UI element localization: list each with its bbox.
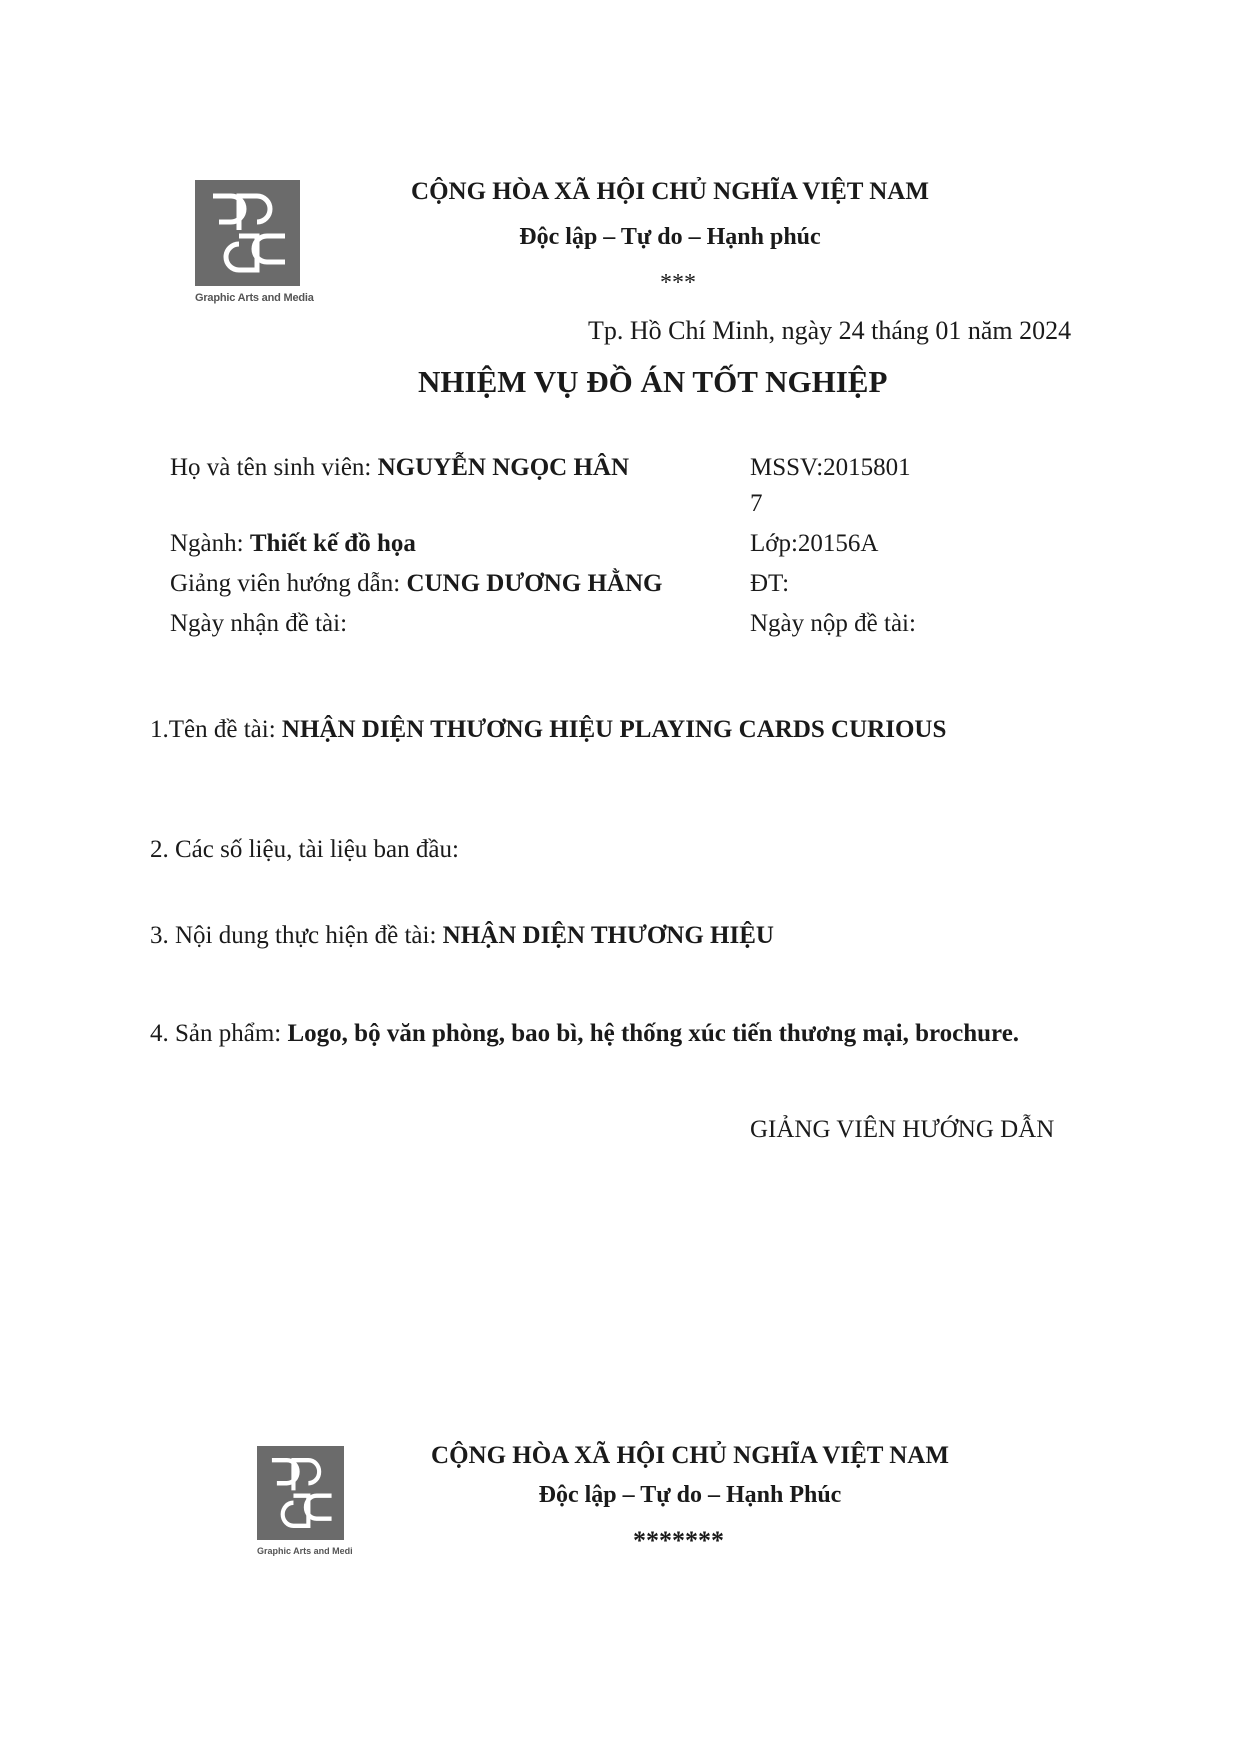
mssv-line-1: MSSV:2015801 — [750, 454, 911, 481]
student-name: NGUYỄN NGỌC HÂN — [377, 454, 630, 481]
item-4-value: Logo, bộ văn phòng, bao bì, hệ thống xúc tiến thương mại, brochure. — [287, 1020, 1020, 1047]
major-row — [170, 530, 416, 558]
item-3-label: 3. Nội dung thực hiện đề tài: — [150, 922, 443, 949]
item-1-value: NHẬN DIỆN THƯƠNG HIỆU PLAYING CARDS CURIOUS — [281, 716, 947, 743]
bottom-logo — [257, 1446, 353, 1556]
received-date-label: Ngày nhận đề tài: — [170, 610, 348, 637]
footer-country-header: CỘNG HÒA XÃ HỘI CHỦ NGHĨA VIỆT NAM — [431, 1442, 949, 1469]
submitted-date-label: Ngày nộp đề tài: — [750, 610, 916, 637]
top-logo — [195, 180, 314, 304]
header-stars: *** — [660, 270, 696, 296]
student-row — [170, 454, 629, 482]
item-2: 2. Các số liệu, tài liệu ban đầu: — [150, 836, 459, 863]
signature-label: GIẢNG VIÊN HƯỚNG DẪN — [750, 1116, 1055, 1143]
footer-stars: ******* — [633, 1526, 724, 1555]
country-header: CỘNG HÒA XÃ HỘI CHỦ NGHĨA VIỆT NAM — [411, 178, 929, 205]
student-label: Họ và tên sinh viên: — [170, 454, 378, 481]
motto: Độc lập – Tự do – Hạnh phúc — [519, 224, 821, 250]
major-value: Thiết kế đồ họa — [249, 530, 416, 557]
graphic-arts-logo-icon — [257, 1446, 344, 1540]
logo-caption: Graphic Arts and Medi — [257, 1546, 353, 1556]
logo-caption: Graphic Arts and Media — [195, 292, 314, 304]
item-1 — [150, 716, 946, 744]
date-line: Tp. Hồ Chí Minh, ngày 24 tháng 01 năm 2024 — [588, 316, 1072, 345]
page-title: NHIỆM VỤ ĐỒ ÁN TỐT NGHIỆP — [418, 364, 888, 399]
item-3-value: NHẬN DIỆN THƯƠNG HIỆU — [442, 922, 774, 949]
footer-motto: Độc lập – Tự do – Hạnh Phúc — [538, 1482, 842, 1508]
item-4 — [150, 1020, 1019, 1048]
advisor-label: Giảng viên hướng dẫn: — [170, 570, 407, 597]
major-label: Ngành: — [170, 530, 250, 557]
class-field: Lớp:20156A — [750, 530, 879, 557]
advisor-row — [170, 570, 662, 598]
phone-field: ĐT: — [750, 570, 790, 597]
item-1-label: 1.Tên đề tài: — [150, 716, 282, 743]
item-3 — [150, 922, 774, 950]
advisor-name: CUNG DƯƠNG HẰNG — [406, 570, 663, 597]
graphic-arts-logo-icon — [195, 180, 300, 286]
item-4-label: 4. Sản phẩm: — [150, 1020, 288, 1047]
mssv-line-2: 7 — [750, 490, 763, 517]
